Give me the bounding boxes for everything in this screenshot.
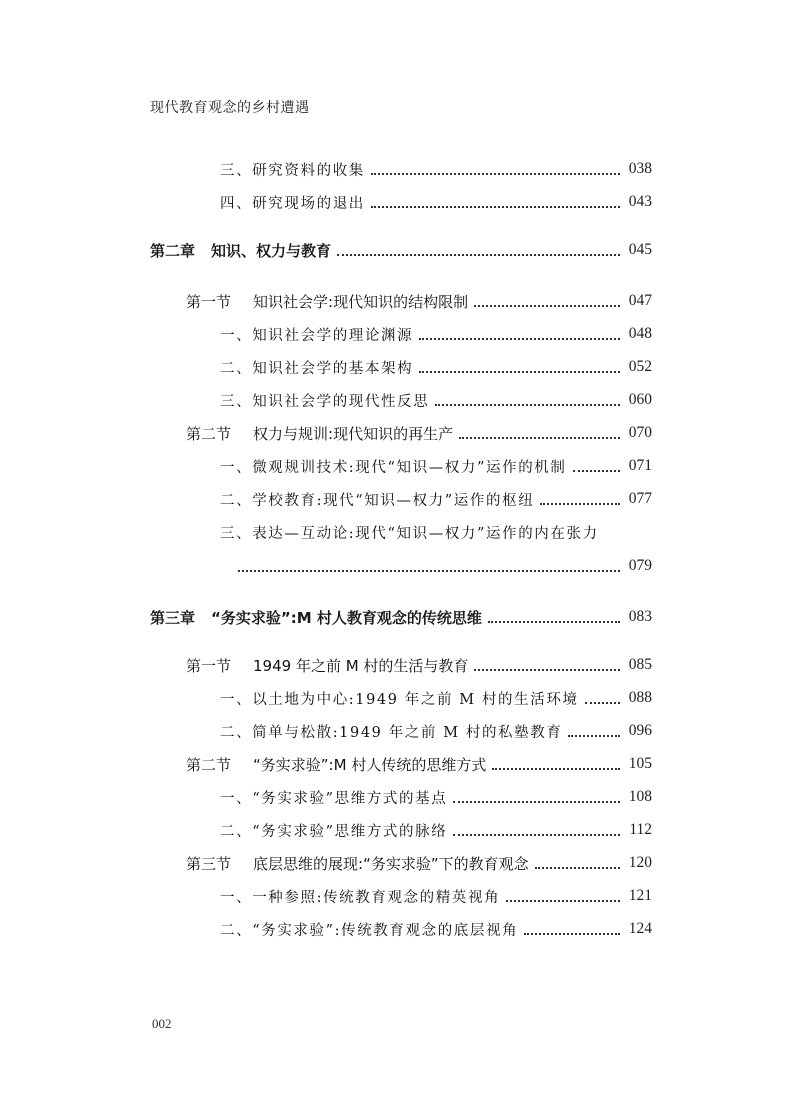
toc-page-number: 088	[628, 689, 652, 706]
dot-leader	[474, 304, 620, 307]
toc-page-number: 121	[628, 887, 652, 904]
toc-page-number: 108	[628, 788, 652, 805]
toc-chapter	[150, 237, 652, 263]
toc-item-title: 二、“务实求验”思维方式的脉络	[220, 823, 448, 840]
toc-item	[150, 916, 652, 942]
dot-leader	[238, 569, 620, 572]
dot-leader	[337, 253, 620, 256]
toc-page-number: 045	[628, 241, 652, 258]
section-title: “务实求验”:M 村人传统的思维方式	[253, 755, 487, 774]
toc-item	[150, 685, 652, 711]
section-title: 权力与规训:现代知识的再生产	[253, 424, 454, 443]
toc-item-title: 二、学校教育:现代“知识—权力”运作的枢纽	[220, 492, 535, 509]
toc-item	[150, 354, 652, 380]
toc-item	[150, 784, 652, 810]
section-number: 第二节	[186, 755, 232, 774]
toc-page-number: 043	[628, 193, 652, 210]
dot-leader	[435, 403, 620, 406]
chapter-title: 知识、权力与教育	[211, 241, 332, 260]
toc-page-number: 070	[628, 424, 652, 441]
toc-page-number: 096	[628, 722, 652, 739]
toc-item	[150, 883, 652, 909]
toc-item-title: 一、微观规训技术:现代“知识—权力”运作的机制	[220, 459, 567, 476]
section-title: 1949 年之前 M 村的生活与教育	[253, 656, 469, 675]
toc-section	[150, 850, 652, 876]
toc-item-title: 四、研究现场的退出	[220, 195, 365, 212]
dot-leader	[371, 205, 620, 208]
toc-page-number: 077	[628, 490, 652, 507]
section-title: 知识社会学:现代知识的结构限制	[253, 292, 469, 311]
dot-leader	[506, 899, 620, 902]
toc-page-number: 085	[628, 656, 652, 673]
toc-item-title: 一、一种参照:传统教育观念的精英视角	[220, 889, 501, 906]
toc-page-number: 071	[628, 457, 652, 474]
toc-item	[150, 189, 652, 215]
dot-leader	[488, 620, 620, 623]
toc-item-title: 二、“务实求验”:传统教育观念的底层视角	[220, 922, 519, 939]
toc-section	[150, 288, 652, 314]
toc-item	[150, 718, 652, 744]
toc-section	[150, 751, 652, 777]
toc-section	[150, 420, 652, 446]
page-number: 002	[152, 1016, 172, 1031]
dot-leader	[585, 701, 620, 704]
section-number: 第一节	[186, 656, 232, 675]
toc-page-number: 112	[629, 821, 652, 838]
toc-page-number: 060	[628, 391, 652, 408]
toc-page-number: 105	[628, 755, 652, 772]
toc-page-number: 048	[628, 325, 652, 342]
dot-leader	[573, 469, 620, 472]
section-number: 第二节	[186, 424, 232, 443]
dot-leader	[492, 767, 620, 770]
toc-item-title: 二、简单与松散:1949 年之前 M 村的私塾教育	[220, 724, 563, 741]
toc-item-title-wrapped: 三、表达—互动论:现代“知识—权力”运作的内在张力	[220, 526, 599, 542]
dot-leader	[540, 502, 620, 505]
section-number: 第一节	[186, 292, 232, 311]
toc-item-title: 三、知识社会学的现代性反思	[220, 393, 430, 410]
section-title: 底层思维的展现:“务实求验”下的教育观念	[253, 854, 529, 873]
toc-page-number: 083	[628, 608, 652, 625]
toc-item-title: 一、“务实求验”思维方式的基点	[220, 790, 448, 807]
toc-page-number: 124	[628, 920, 652, 937]
dot-leader	[535, 866, 620, 869]
dot-leader	[453, 800, 620, 803]
toc-page-number: 079	[628, 557, 652, 574]
dot-leader	[459, 436, 620, 439]
dot-leader	[419, 337, 620, 340]
chapter-number: 第二章	[150, 241, 196, 260]
toc-item-continuation	[238, 553, 652, 579]
toc-page-number: 047	[628, 292, 652, 309]
toc-item	[150, 486, 652, 512]
dot-leader	[568, 734, 620, 737]
running-head: 现代教育观念的乡村遭遇	[150, 100, 310, 116]
toc-item-title: 一、以土地为中心:1949 年之前 M 村的生活环境	[220, 691, 579, 708]
toc-page-number: 038	[628, 160, 652, 177]
toc-item	[150, 817, 652, 843]
dot-leader	[453, 833, 620, 836]
toc-item-title: 二、知识社会学的基本架构	[220, 360, 414, 377]
dot-leader	[474, 668, 620, 671]
section-number: 第三节	[186, 854, 232, 873]
toc-item-title: 三、研究资料的收集	[220, 162, 365, 179]
toc-item	[150, 453, 652, 479]
toc-item	[150, 156, 652, 182]
toc-page-number: 052	[628, 358, 652, 375]
toc-chapter	[150, 604, 652, 630]
toc-item	[150, 387, 652, 413]
dot-leader	[371, 172, 620, 175]
toc-section	[150, 652, 652, 678]
toc-page-number: 120	[628, 854, 652, 871]
dot-leader	[419, 370, 620, 373]
toc-item	[150, 321, 652, 347]
dot-leader	[524, 932, 620, 935]
chapter-title: “务实求验”:M 村人教育观念的传统思维	[211, 608, 482, 627]
toc-item-title: 一、知识社会学的理论渊源	[220, 327, 414, 344]
chapter-number: 第三章	[150, 608, 196, 627]
